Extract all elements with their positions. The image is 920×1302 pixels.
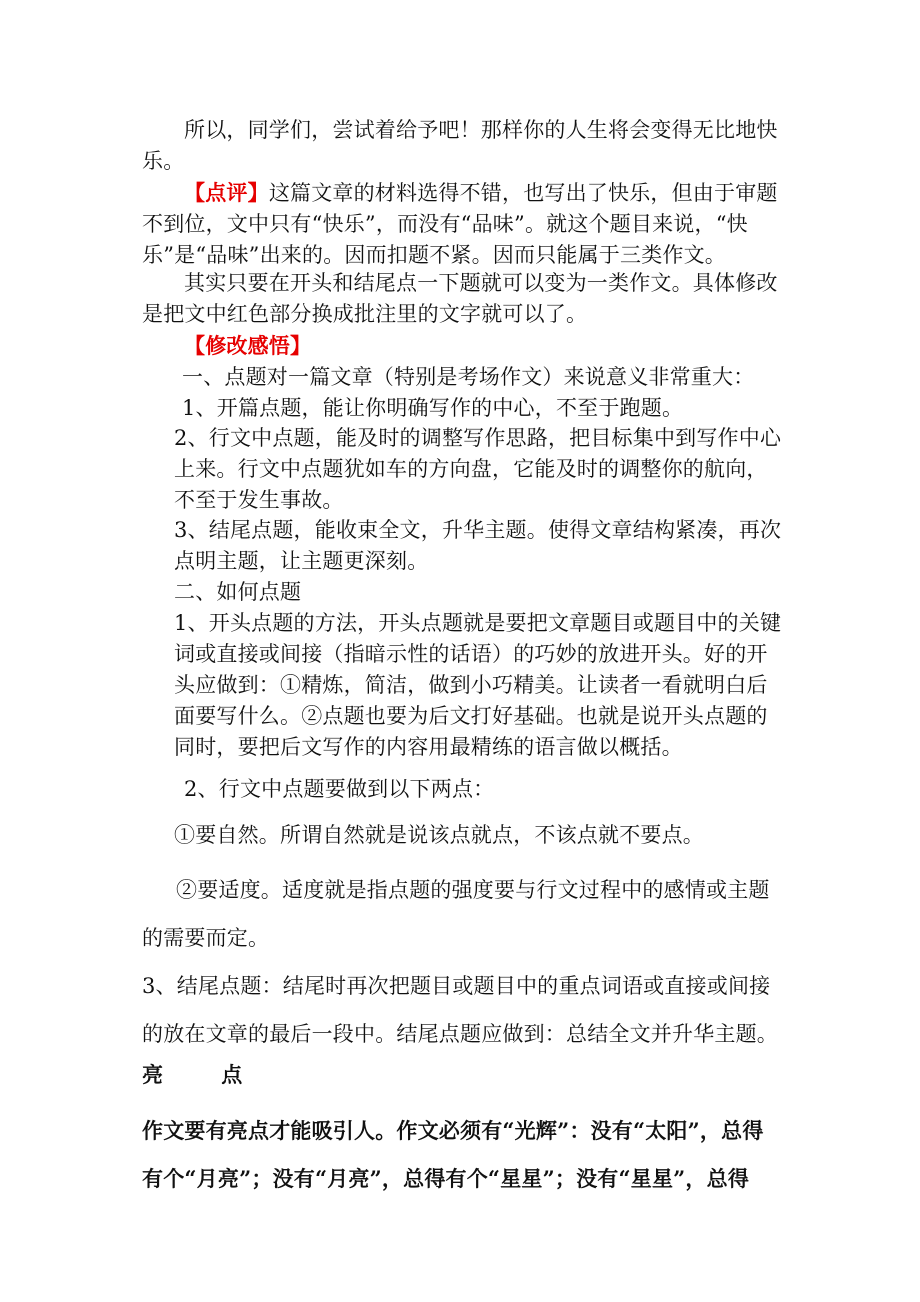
highlight-heading-char-2: 点 [221, 1062, 243, 1087]
section-2-item-1: 1、开头点题的方法，开头点题就是要把文章题目或题目中的关键词或直接或间接（指暗示性的话语）的巧妙的放进开头。好的开头应做到：①精炼，简洁，做到小巧精美。让读者一看就明白后面要写什么。②点题也要为后文打好基础。也就是说开头点题的同时，要把后文写作的内容用最精练的语言做以概括。 [174, 611, 782, 759]
section-2-item-2: 2、行文中点题要做到以下两点： [184, 777, 495, 801]
paragraph-comment [142, 177, 782, 271]
paragraph-revision-hint: 其实只要在开头和结尾点一下题就可以变为一类作文。具体修改是把文中红色部分换成批注里的文字就可以了。 [142, 271, 778, 326]
section-2-item-2a: ①要自然。所谓自然就是说该点就点，不该点就不要点。 [174, 823, 704, 847]
highlight-heading [142, 1059, 782, 1090]
paragraph-conclusion: 所以，同学们，尝试着给予吧！那样你的人生将会变得无比地快乐。 [142, 118, 778, 173]
revise-label: 【修改感悟】 [184, 333, 312, 358]
section-2-heading: 二、如何点题 [174, 580, 302, 604]
section-1-item-3: 3、结尾点题，能收束全文，升华主题。使得文章结构紧凑，再次点明主题，让主题更深刻。 [174, 518, 782, 573]
section-1-heading: 一、点题对一篇文章（特别是考场作文）来说意义非常重大： [182, 365, 755, 389]
comment-label: 【点评】 [184, 180, 269, 205]
revise-heading [142, 330, 782, 362]
highlight-heading-char-1: 亮 [142, 1062, 164, 1087]
section-2-item-3: 3、结尾点题：结尾时再次把题目或题目中的重点词语或直接或间接的放在文章的最后一段中。结尾点题应做到：总结全文并升华主题。 [142, 974, 778, 1046]
comment-text: 这篇文章的材料选得不错，也写出了快乐，但由于审题不到位，文中只有“快乐”，而没有“品味”。就这个题目来说，“快乐”是“品味”出来的。因而扣题不紧。因而只能属于三类作文。 [142, 181, 778, 267]
section-1-item-2: 2、行文中点题，能及时的调整写作思路，把目标集中到写作中心上来。行文中点题犹如车的方向盘，它能及时的调整你的航向，不至于发生事故。 [174, 426, 782, 512]
highlight-paragraph: 作文要有亮点才能吸引人。作文必须有“光辉”：没有“太阳”，总得有个“月亮”；没有“月亮”，总得有个“星星”；没有“星星”，总得 [142, 1118, 764, 1191]
section-1-item-1: 1、开篇点题，能让你明确写作的中心，不至于跑题。 [182, 396, 684, 420]
section-2-item-2b: ②要适度。适度就是指点题的强度要与行文过程中的感情或主题的需要而定。 [142, 878, 770, 950]
